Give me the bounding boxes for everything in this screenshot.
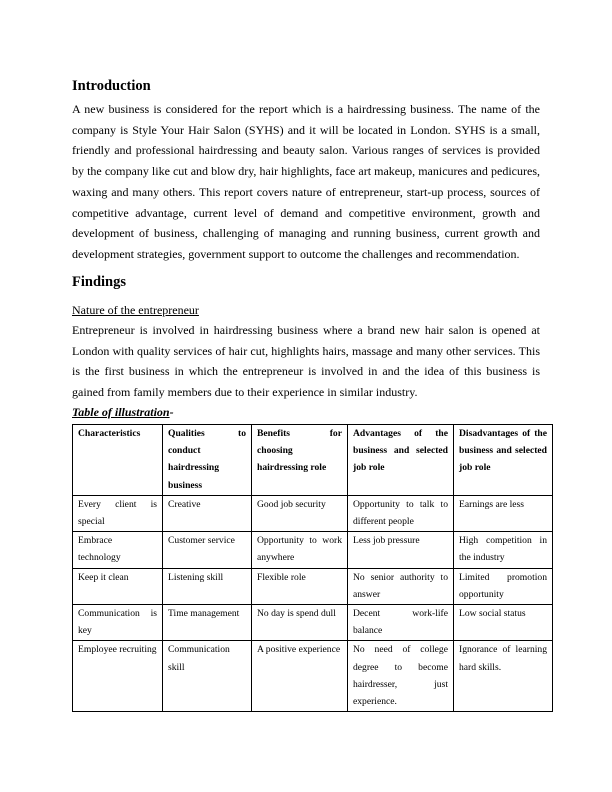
table-cell: Opportunity to talk to different people: [348, 495, 454, 531]
table-cell: Limited promotion opportunity: [454, 568, 553, 604]
table-caption-text: Table of illustration: [72, 405, 170, 419]
table-row: [73, 532, 553, 568]
introduction-paragraph: A new business is considered for the report which is a hairdressing business. The name of the company is Style Your Hair Salon (SYHS) and it will be located in London. SYHS is a small, friendly and professional hairdressing and beauty salon. Various ranges of services is provided by the company like cut and blow dry, hair highlights, face art makeup, manicures and pedicures, waxing and many others. This report covers nature of entrepreneur, start-up process, sources of competitive advantage, current level of demand and competitive environment, growth and development of business, challenging of managing and running business, current growth and development strategies, government support to outcome the challenges and recommendation.: [72, 102, 540, 261]
table-row: [73, 641, 553, 712]
table-cell: No day is spend dull: [252, 605, 348, 641]
table-cell: Listening skill: [163, 568, 252, 604]
table-cell: Communication is key: [73, 605, 163, 641]
findings-heading: Findings: [72, 274, 126, 290]
nature-of-entrepreneur-heading: Nature of the entrepreneur: [72, 303, 199, 317]
table-cell: Flexible role: [252, 568, 348, 604]
table-cell: No senior authority to answer: [348, 568, 454, 604]
table-cell: A positive experience: [252, 641, 348, 712]
table-caption: [72, 404, 174, 420]
illustration-table: [72, 424, 553, 712]
table-cell: Embrace technology: [73, 532, 163, 568]
table-cell: Employee recruiting: [73, 641, 163, 712]
header-benefits: Benefits for choosing hairdressing role: [252, 425, 348, 496]
header-advantages: Advantages of the business and selected job role: [348, 425, 454, 496]
table-cell: Communication skill: [163, 641, 252, 712]
table-cell: Time management: [163, 605, 252, 641]
header-characteristics: Characteristics: [73, 425, 163, 496]
table-cell: Keep it clean: [73, 568, 163, 604]
table-caption-suffix: -: [169, 405, 174, 419]
table-cell: Every client is special: [73, 495, 163, 531]
header-disadvantages: Disadvantages of the business and selected job role: [454, 425, 553, 496]
table-cell: Earnings are less: [454, 495, 553, 531]
table-row: [73, 495, 553, 531]
header-qualities: Qualities to conduct hairdressing business: [163, 425, 252, 496]
table-row: [73, 568, 553, 604]
table-cell: Good job security: [252, 495, 348, 531]
table-row: [73, 605, 553, 641]
table-cell: Less job pressure: [348, 532, 454, 568]
table-cell: High competition in the industry: [454, 532, 553, 568]
table-cell: Decent work-life balance: [348, 605, 454, 641]
nature-of-entrepreneur-paragraph: Entrepreneur is involved in hairdressing business where a brand new hair salon is opened at London with quality services of hair cut, highlights hairs, massage and many other services. This is the first business in which the entrepreneur is involved in and the idea of this business is gained from family members due to their experience in similar industry.: [72, 323, 540, 400]
introduction-heading: Introduction: [72, 78, 151, 94]
table-cell: Customer service: [163, 532, 252, 568]
table-cell: Creative: [163, 495, 252, 531]
table-cell: Ignorance of learning hard skills.: [454, 641, 553, 712]
table-header-row: [73, 425, 553, 496]
table-cell: Opportunity to work anywhere: [252, 532, 348, 568]
table-cell: Low social status: [454, 605, 553, 641]
table-cell: No need of college degree to become hairdresser, just experience.: [348, 641, 454, 712]
